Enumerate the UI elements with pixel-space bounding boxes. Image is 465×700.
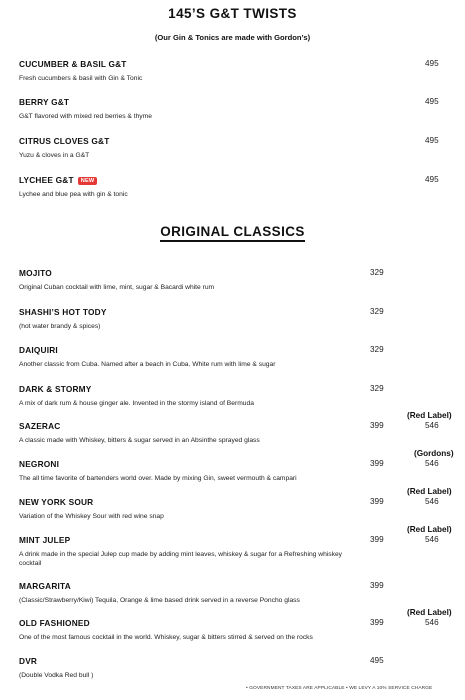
footer-note: • GOVERNMENT TAXES ARE APPLICABLE • WE LEVY A 10% SERVICE CHARGE: [246, 686, 433, 691]
menu-item: [19, 97, 449, 137]
item-price: 399: [370, 581, 384, 590]
gt-section-title: 145’S G&T TWISTS: [168, 6, 297, 21]
item-description: Fresh cucumbers & basil with Gin & Tonic: [19, 75, 143, 82]
menu-item: [19, 608, 452, 658]
item-description: Lychee and blue pea with gin & tonic: [19, 191, 128, 198]
item-price: 495: [425, 136, 439, 145]
item-description: One of the most famous cocktail in the world. Whiskey, sugar & bitters stirred & served on the rocks: [19, 634, 313, 641]
alt-spirit-label: (Gordons): [414, 449, 454, 458]
item-price: 495: [370, 656, 384, 665]
item-price: 495: [425, 97, 439, 106]
item-name: SAZERAC: [19, 421, 61, 431]
item-name: MARGARITA: [19, 581, 71, 591]
alt-price: 546: [425, 618, 439, 627]
item-name: MINT JULEP: [19, 535, 71, 545]
item-name-text: LYCHEE G&T: [19, 175, 74, 185]
menu-item: [19, 307, 449, 347]
gt-section-subtitle: (Our Gin & Tonics are made with Gordon’s): [154, 33, 311, 42]
classics-section-title-text: ORIGINAL CLASSICS: [160, 224, 305, 242]
item-name: DARK & STORMY: [19, 384, 92, 394]
menu-item: [19, 268, 449, 308]
item-description: Yuzu & cloves in a G&T: [19, 152, 90, 159]
item-description: G&T flavored with mixed red berries & thyme: [19, 113, 152, 120]
menu-item: [19, 136, 449, 176]
item-price: 399: [370, 618, 384, 627]
menu-item: [19, 411, 452, 461]
item-description: A mix of dark rum & house ginger ale. Invented in the stormy island of Bermuda: [19, 400, 254, 407]
menu-item: [19, 487, 452, 537]
item-price: 399: [370, 497, 384, 506]
menu-item: [19, 384, 449, 424]
item-price: 329: [370, 345, 384, 354]
item-name: CITRUS CLOVES G&T: [19, 136, 110, 146]
alt-spirit-label: (Red Label): [407, 525, 452, 534]
classics-section-title: [0, 224, 465, 239]
item-name: CUCUMBER & BASIL G&T: [19, 59, 127, 69]
menu-item: [19, 449, 454, 499]
item-description: Variation of the Whiskey Sour with red wine snap: [19, 513, 164, 520]
item-description: Original Cuban cocktail with lime, mint, sugar & Bacardi white rum: [19, 284, 215, 291]
item-description: A classic made with Whiskey, bitters & sugar served in an Absinthe sprayed glass: [19, 437, 260, 444]
menu-item: [19, 345, 449, 385]
item-description: The all time favorite of bartenders world over. Made by mixing Gin, sweet vermouth & campari: [19, 475, 297, 482]
item-description: (hot water brandy & spices): [19, 323, 101, 330]
menu-item: [19, 581, 449, 621]
alt-price: 546: [425, 421, 439, 430]
item-price: 495: [425, 175, 439, 184]
item-name: SHASHI’S HOT TODY: [19, 307, 107, 317]
item-name: DVR: [19, 656, 38, 666]
alt-spirit-label: (Red Label): [407, 487, 452, 496]
alt-price: 546: [425, 497, 439, 506]
item-price: 399: [370, 459, 384, 468]
alt-price: 546: [425, 459, 439, 468]
item-name: NEGRONI: [19, 459, 60, 469]
item-price: 329: [370, 384, 384, 393]
new-badge: NEW: [78, 177, 98, 185]
item-name: OLD FASHIONED: [19, 618, 90, 628]
item-price: 399: [370, 535, 384, 544]
alt-spirit-label: (Red Label): [407, 608, 452, 617]
menu-item: [19, 59, 449, 99]
item-price: 399: [370, 421, 384, 430]
item-name: MOJITO: [19, 268, 52, 278]
alt-price: 546: [425, 535, 439, 544]
item-name: DAIQUIRI: [19, 345, 58, 355]
item-price: 329: [370, 268, 384, 277]
item-description: (Double Vodka Red bull ): [19, 672, 94, 679]
alt-spirit-label: (Red Label): [407, 411, 452, 420]
menu-item: [19, 525, 452, 575]
item-description: (Classic/Strawberry/Kiwi) Tequila, Orange & lime based drink served in a reverse Poncho glass: [19, 597, 300, 604]
item-name: NEW YORK SOUR: [19, 497, 94, 507]
item-description: Another classic from Cuba. Named after a beach in Cuba. White rum with lime & sugar: [19, 361, 276, 368]
item-price: 329: [370, 307, 384, 316]
item-description: A drink made in the special Julep cup made by adding mint leaves, whiskey & sugar for a Refreshing whiskey cocktail: [19, 551, 343, 568]
item-name: BERRY G&T: [19, 97, 70, 107]
menu-item: [19, 175, 449, 215]
item-name: [19, 175, 97, 185]
item-price: 495: [425, 59, 439, 68]
